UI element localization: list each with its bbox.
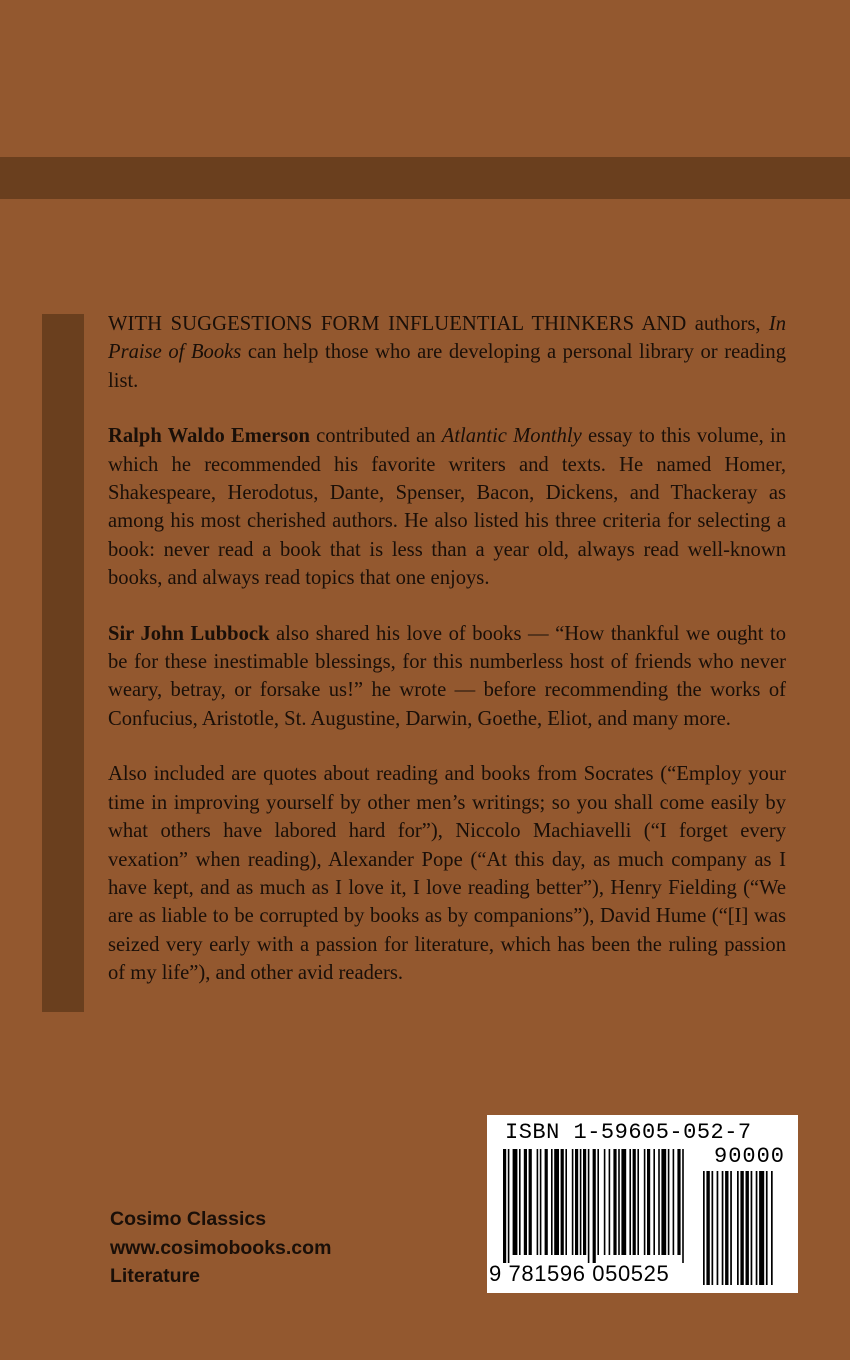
barcode-panel [487,1115,798,1293]
top-dark-band [0,157,850,199]
blurb-lead-caps: WITH SUGGESTIONS FORM INFLUENTIAL THINKERS AND [108,313,687,335]
blurb-p1-post: can help those who are developing a personal library or reading list. [108,341,786,392]
left-accent-bar [42,314,84,1012]
isbn-label: ISBN 1-59605-052-7 [505,1120,752,1145]
publisher-info [110,1205,331,1291]
blurb-paragraph-1 [108,310,786,395]
blurb-p1-pre: authors, [694,313,769,335]
ean-digits: 9 781596 050525 [489,1261,670,1286]
book-title-italic: In Praise of Books [108,313,786,364]
blurb-paragraph-3 [108,620,786,734]
blurb-p3-post: also shared his love of books — “How thankful we ought to be for these inestimable blessings, for this numberless host of friends who never weary, betray, or forsake us!” he wrote — before recommending the works of Confucius, Aristotle, St. Augustine, Darwin, Goethe, Eliot, and many more. [108,622,786,730]
blurb-paragraph-4: Also included are quotes about reading and books from Socrates (“Employ your time in improving yourself by other men’s writings; so you shall come easily by what others have labored hard for”), Niccolo Machiavelli (“I forget every vexation” when reading), Alexander Pope (“At this day, as much company as I have kept, and as much as I love it, I love reading better”), Henry Fielding (“We are as liable to be corrupted by books as by companions”), David Hume (“[I] was seized very early with a passion for literature, which has been the ruling passion of my life”), and other avid readers. [108,763,786,985]
publisher-url: www.cosimobooks.com [110,1236,332,1259]
blurb-paragraph-2 [108,422,786,592]
price-code: 90000 [714,1144,786,1169]
blurb-p2-post: essay to this volume, in which he recommended his favorite writers and texts. He named Homer, Shakespeare, Herodotus, Dante, Spenser, Bacon, Dickens, and Thackeray as among his most cherished authors. He also listed his three criteria for selecting a book: never read a book that is less than a year old, always read well-known books, and always read topics that one enjoys. [108,425,787,590]
back-cover-blurb [108,310,786,988]
lubbock-name: Sir John Lubbock [108,622,270,645]
atlantic-monthly-italic: Atlantic Monthly [441,425,582,448]
publisher-name: Cosimo Classics [110,1208,267,1230]
emerson-name: Ralph Waldo Emerson [108,425,310,448]
blurb-p2-pre: contributed an [309,425,442,448]
book-category: Literature [110,1265,200,1287]
